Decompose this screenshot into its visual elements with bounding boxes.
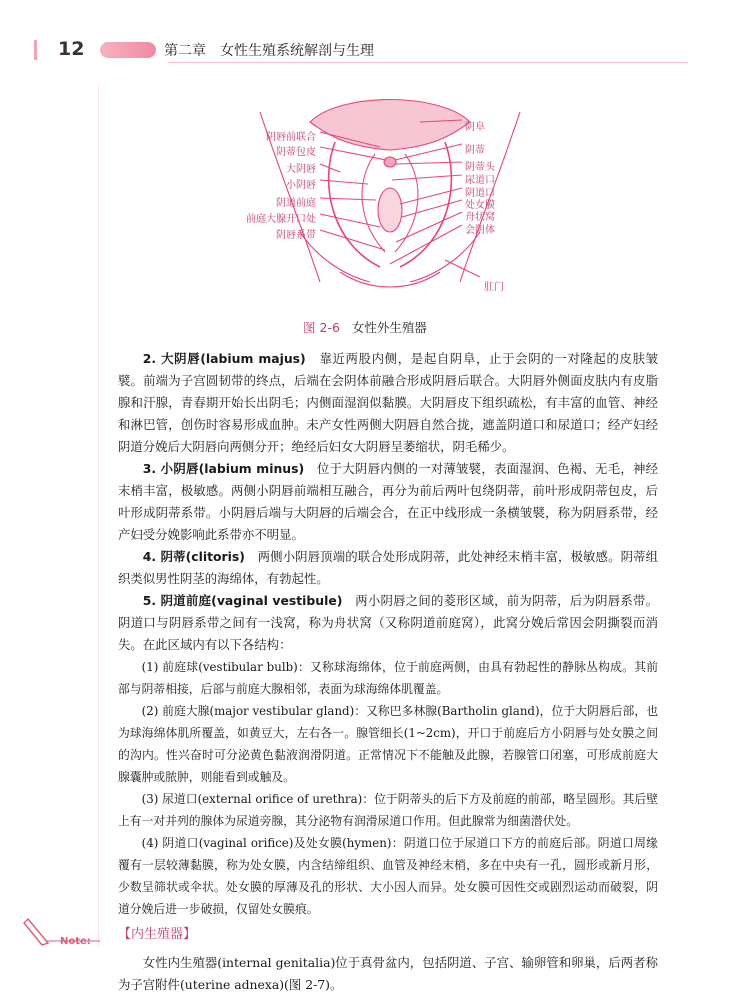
label-labium-majus: 大阴唇 — [286, 164, 316, 175]
chapter-title: 第二章 女性生殖系统解剖与生理 — [164, 43, 374, 59]
figure-caption — [0, 318, 730, 336]
label-perineal-body: 会阴体 — [465, 225, 495, 236]
label-urethral-orifice: 尿道口 — [465, 175, 495, 186]
label-anterior-commissure: 阴唇前联合 — [266, 132, 316, 143]
text-labium-majus: 靠近两股内侧，是起自阴阜，止于会阴的一对隆起的皮肤皱襞。前端为子宫圆韧带的终点，后端在会阴体前融合形成阴唇后联合。大阴唇外侧面皮肤内有皮脂腺和汗腺，青春期开始长出阴毛；内侧面湿润似黏膜。大阴唇皮下组织疏松，有丰富的血管、神经和淋巴管，创伤时容易形成血肿。未产女性两侧大阴唇自然合拢，遮盖阴道口和尿道口；经产妇经阴道分娩后大阴唇向两侧分开；绝经后妇女大阴唇呈萎缩状，阴毛稀少。 — [118, 351, 659, 454]
term-labium-minus: 3. 小阴唇(labium minus) — [142, 461, 305, 476]
margin-rule — [98, 86, 99, 946]
label-fourchette: 阴唇系带 — [276, 230, 316, 241]
text-clitoris: 两侧小阴唇顶端的联合处形成阴蒂，此处神经末梢丰富，极敏感。阴蒂组织类似男性阴茎的海绵体，有勃起性。 — [118, 549, 659, 586]
header-rule — [168, 62, 688, 63]
note-label: Note: — [60, 936, 91, 947]
term-labium-majus: 2. 大阴唇(labium majus) — [142, 351, 306, 366]
paragraph-urethral-orifice: (3) 尿道口(external orifice of urethra)：位于阴蒂头的后下方及前庭的前部，略呈圆形。其后壁上有一对并列的腺体为尿道旁腺，其分泌物有润滑尿道口作用。但此腺常为细菌潜伏处。 — [118, 792, 658, 828]
label-vestibule: 阴道前庭 — [276, 198, 316, 209]
label-glans-clitoris: 阴蒂头 — [465, 162, 495, 173]
figure-title: 女性外生殖器 — [351, 320, 427, 335]
label-mons: 阴阜 — [465, 122, 485, 133]
paragraph-vestibular-gland: (2) 前庭大腺(major vestibular gland)：又称巴多林腺(Bartholin gland)，位于大阴唇后部，也为球海绵体肌所覆盖，如黄豆大，左右各一。腺管细长(1~2cm)，开口于前庭后方小阴唇与处女膜之间的沟内。性兴奋时可分泌黄色黏液润滑阴道。正常情况下不能触及此腺，若腺管口闭塞，可形成前庭大腺囊肿或脓肿，则能看到或触及。 — [118, 704, 658, 784]
label-clitoris: 阴蒂 — [465, 145, 485, 156]
label-gland-opening: 前庭大腺开口处 — [246, 214, 316, 225]
text-labium-minus: 位于大阴唇内侧的一对薄皱襞，表面湿润、色褐、无毛，神经末梢丰富，极敏感。两侧小阴唇前端相互融合，再分为前后两叶包绕阴蒂，前叶形成阴蒂包皮，后叶形成阴蒂系带。小阴唇后端与大阴唇的后端会合，在正中线形成一条横皱襞，称为阴唇系带，经产妇受分娩影响此系带亦不明显。 — [118, 461, 659, 542]
label-vaginal-orifice: 阴道口 — [465, 188, 495, 199]
text-vestibule: 两小阴唇之间的菱形区域，前为阴蒂，后为阴唇系带。阴道口与阴唇系带之间有一浅窝，称为舟状窝（又称阴道前庭窝），此窝分娩后常因会阴撕裂而消失。在此区域内有以下各结构： — [118, 593, 659, 652]
body-content — [118, 348, 658, 996]
paragraph-vaginal-orifice: (4) 阴道口(vaginal orifice)及处女膜(hymen)：阴道口位于尿道口下方的前庭后部。阴道口周缘覆有一层较薄黏膜，称为处女膜，内含结缔组织、血管及神经末梢，多在中央有一孔，圆形或新月形，少数呈筛状或伞状。处女膜的厚薄及孔的形状、大小因人而异。处女膜可因性交或剧烈运动而破裂，阴道分娩后进一步破损，仅留处女膜痕。 — [118, 836, 658, 916]
vaginal-opening-shape — [378, 188, 402, 232]
labia-majora-right — [400, 142, 451, 267]
page-number: 12 — [58, 38, 85, 60]
term-vestibule: 5. 阴道前庭(vaginal vestibule) — [142, 593, 343, 608]
header-accent-tick — [34, 40, 37, 60]
paragraph-vestibule — [118, 590, 658, 656]
term-clitoris: 4. 阴蒂(clitoris) — [142, 549, 245, 564]
buttock-right — [410, 232, 480, 282]
header-decor-pill — [100, 42, 156, 58]
paragraph-vestibular-bulb: (1) 前庭球(vestibular bulb)：又称球海绵体，位于前庭两侧，由具有勃起性的静脉丛构成。其前部与阴蒂相接，后部与前庭大腺相邻，表面为球海绵体肌覆盖。 — [118, 660, 658, 696]
paragraph-labium-minus — [118, 458, 658, 546]
figure-illustration — [240, 92, 540, 292]
figure-number: 图 2-6 — [303, 320, 340, 335]
clitoris-shape — [384, 157, 396, 167]
section-heading-internal: 【内生殖器】 — [118, 927, 197, 942]
label-anus: 肛门 — [484, 282, 504, 293]
label-hymen: 处女膜 — [465, 200, 495, 211]
note-pencil-icon — [22, 913, 102, 953]
label-labium-minus: 小阴唇 — [286, 180, 316, 191]
paragraph-internal-genitalia: 女性内生殖器(internal genitalia)位于真骨盆内，包括阴道、子宫、输卵管和卵巢，后两者称为子宫附件(uterine adnexa)(图 2-7)。 — [118, 955, 658, 992]
paragraph-labium-majus — [118, 348, 658, 458]
perineum-line — [340, 272, 440, 287]
labia-majora-left — [329, 142, 380, 267]
paragraph-clitoris — [118, 546, 658, 590]
label-fossa-navicularis: 舟状窝 — [465, 212, 495, 223]
label-clitoral-prepuce: 阴蒂包皮 — [276, 147, 316, 158]
